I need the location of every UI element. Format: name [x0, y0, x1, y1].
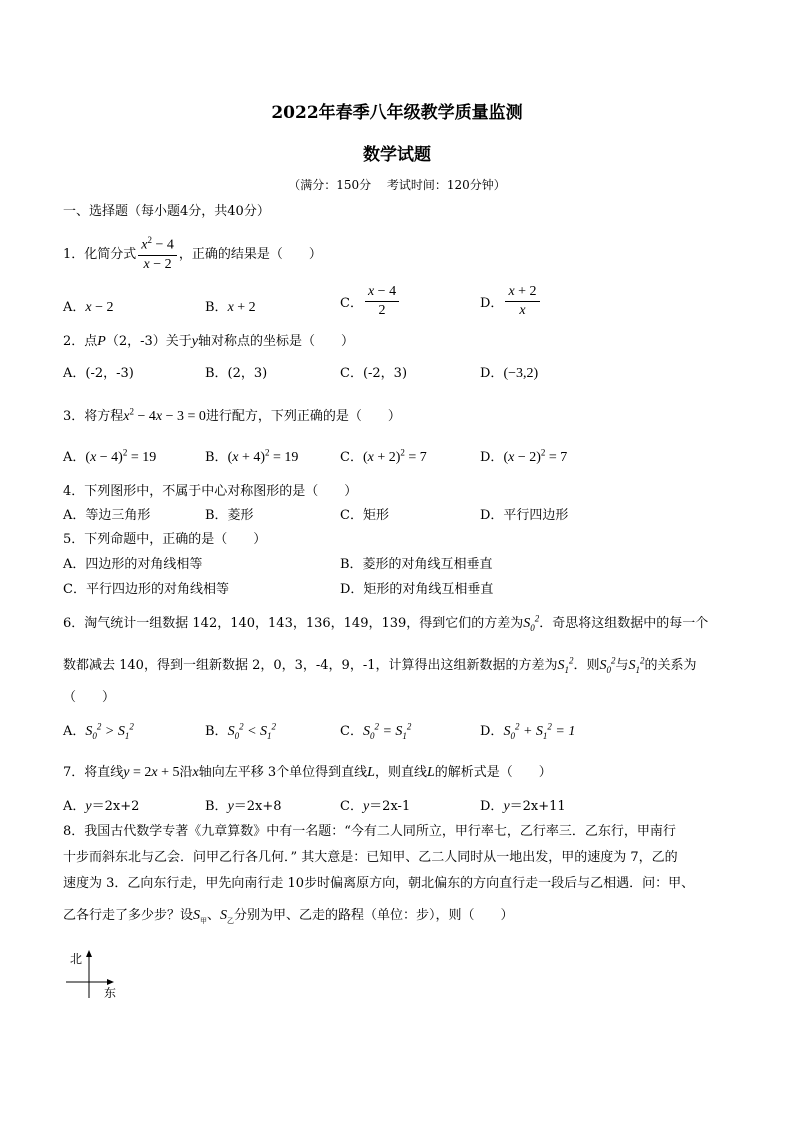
q6-b-label: B． — [205, 724, 228, 739]
q1-d-label: D． — [480, 296, 504, 311]
q4-option-a: A．等边三角形 — [63, 508, 151, 523]
q6-c-label: C． — [340, 724, 363, 739]
q4-option-b: B．菱形 — [205, 508, 254, 523]
q2-stem-a: 2．点 — [63, 334, 98, 349]
q5-option-a: A．四边形的对角线相等 — [63, 557, 203, 572]
q7-line-equation: y = 2x + 5 — [123, 765, 180, 780]
q7-b-value: ＝2x+8 — [233, 799, 282, 814]
q6-s1-squared-ref: $S_1^2$ — [628, 655, 645, 675]
q3-a-expr: $(x - 4)^2 = 19$ — [85, 447, 157, 465]
q7-a-value: ＝2x+2 — [91, 799, 140, 814]
q5-option-d: D．矩形的对角线互相垂直 — [340, 582, 494, 597]
q3-equation: $x^2 - 4x - 3 = 0$ — [123, 406, 206, 424]
q7-a-y: y — [85, 799, 92, 814]
q6-line1-b: ．奇思将这组数据中的每一个 — [539, 616, 709, 631]
q7-stem-e: 的解析式是（ ） — [434, 765, 552, 780]
q5-option-c: C．平行四边形的对角线相等 — [63, 582, 229, 597]
q7-stem-b: 沿 — [179, 765, 193, 780]
q7-option-b — [205, 795, 282, 815]
q6-d-expr: $S_0^2 + S_1^2 = 1$ — [503, 721, 576, 741]
exam-info — [0, 176, 794, 193]
q7-x-var: x — [192, 765, 199, 780]
q2-option-a: A．(-2，-3) — [63, 366, 134, 381]
q2-d-expr: (−3,2) — [503, 366, 539, 381]
q8-line4-c: 分别为甲、乙走的路程（单位：步），则（ ） — [234, 908, 514, 923]
q1-option-a — [63, 296, 114, 316]
q3-stem-b: 进行配方，下列正确的是（ ） — [205, 409, 401, 424]
q1-b-label: B． — [205, 300, 228, 315]
q7-d-value: ＝2x+11 — [509, 799, 566, 814]
question-8-line-3: 速度为 3．乙向东行走，甲先向南行走 10步时偏离原方向，朝北偏东的方向直行走一段后与乙相遇．问：甲、 — [63, 876, 695, 891]
q2-option-b: B．(2，3) — [205, 366, 268, 381]
question-1 — [63, 232, 322, 273]
question-8-line-2: 十步而斜东北与乙会．问甲乙行各几何．” 其大意是：已知甲、乙二人同时从一地出发，甲的速度为 7，乙的 — [63, 850, 678, 865]
q6-s0-squared-ref: $S_0^2$ — [599, 655, 616, 675]
exam-subtitle — [0, 140, 794, 165]
q1-a-expr: x − 2 — [85, 300, 114, 315]
q3-option-b — [205, 446, 298, 466]
exam-subtitle-text: 数学试题 — [363, 145, 431, 165]
q1-suffix: ，正确的结果是（ ） — [178, 246, 322, 262]
q3-option-d — [480, 446, 567, 466]
q3-stem-a: 3．将方程 — [63, 409, 124, 424]
q6-option-b — [205, 720, 276, 741]
section-heading: 一、选择题（每小题4分，共40分） — [63, 204, 270, 219]
q6-a-expr: $S_0^2 > S_1^2$ — [85, 721, 134, 741]
q7-option-d — [480, 795, 566, 815]
question-8-line-1: 8．我国古代数学专著《九章算数》中有一名题：“今有二人同所立，甲行率七，乙行率三．乙东行，甲南行 — [63, 824, 676, 839]
q2-d-label: D． — [480, 366, 504, 381]
q8-line4-a: 乙各行走了多少步？设 — [63, 908, 194, 923]
q3-option-a — [63, 446, 156, 466]
question-3 — [63, 405, 401, 425]
q3-b-label: B． — [205, 450, 228, 465]
q6-s0-squared: $S_0^2$ — [523, 613, 540, 633]
q6-line2-c: 与 — [615, 658, 629, 673]
q6-a-label: A． — [63, 724, 86, 739]
q6-b-expr: $S_0^2 < S_1^2$ — [227, 721, 277, 741]
question-6-line-3: （ ） — [63, 690, 116, 705]
q2-stem-b: （2，-3）关于 — [105, 334, 192, 349]
question-8-line-4 — [63, 904, 514, 926]
q6-c-expr: $S_0^2 = S_1^2$ — [362, 721, 412, 741]
exam-info-text: （满分：150分 考试时间：120分钟） — [288, 178, 506, 192]
q3-b-expr: $(x + 4)^2 = 19$ — [227, 447, 299, 465]
q2-point-p: P — [97, 334, 106, 349]
north-label: 北 — [70, 952, 83, 966]
north-arrowhead — [86, 950, 92, 957]
q7-d-y: y — [503, 799, 510, 814]
question-4: 4．下列图形中，不属于中心对称图形的是（ ） — [63, 484, 358, 499]
q6-d-label: D． — [480, 724, 504, 739]
q1-fraction: $\frac{x^2 - 4}{x - 2}$ — [138, 232, 177, 273]
east-label: 东 — [104, 986, 117, 1000]
q7-option-c — [340, 795, 410, 815]
q2-option-c: C．(-2，3) — [340, 366, 408, 381]
q7-option-a — [63, 795, 139, 815]
q7-a-label: A． — [63, 799, 86, 814]
q1-option-b — [205, 296, 256, 316]
q2-y-var: y — [191, 334, 198, 349]
q7-stem-d: ，则直线 — [374, 765, 427, 780]
q7-d-label: D． — [480, 799, 504, 814]
q3-c-label: C． — [340, 450, 363, 465]
q6-option-c — [340, 720, 411, 741]
q7-c-label: C． — [340, 799, 363, 814]
q3-d-label: D． — [480, 450, 504, 465]
question-5: 5．下列命题中，正确的是（ ） — [63, 532, 267, 547]
q1-d-fraction: $\frac{x + 2}{x}$ — [505, 284, 539, 319]
q7-line-l: L — [367, 765, 375, 780]
question-6-line-1 — [63, 612, 708, 633]
q7-c-value: ＝2x-1 — [369, 799, 411, 814]
q7-b-label: B． — [205, 799, 228, 814]
question-7 — [63, 761, 552, 781]
q3-d-expr: $(x - 2)^2 = 7$ — [503, 447, 568, 465]
q8-s-jia: $S_甲$ — [193, 908, 208, 925]
q6-line2-a: 数都减去 140，得到一组新数据 2，0，3，-4，9，-1，计算得出这组新数据的方差为 — [63, 658, 558, 673]
q5-option-b: B．菱形的对角线互相垂直 — [340, 557, 493, 572]
q1-b-expr: x + 2 — [227, 300, 256, 315]
q6-line2-b: ．则 — [573, 658, 600, 673]
q8-sub-yi: 乙 — [227, 916, 235, 925]
q1-prefix: 1．化简分式 — [63, 246, 137, 262]
q1-option-d — [480, 284, 542, 319]
q6-line1-a: 6．淘气统计一组数据 142，140，143，136，149，139，得到它们的方差为 — [63, 616, 524, 631]
q1-c-label: C． — [340, 296, 363, 311]
q1-c-fraction: $\frac{x - 4}{2}$ — [365, 284, 399, 319]
q7-stem-a: 7．将直线 — [63, 765, 124, 780]
q6-option-d — [480, 720, 575, 741]
q7-line-l-ref: L — [426, 765, 435, 780]
q7-stem-c: 轴向左平移 3个单位得到直线 — [198, 765, 368, 780]
question-6-line-2 — [63, 654, 697, 675]
q6-line2-d: 的关系为 — [644, 658, 697, 673]
q2-option-d — [480, 362, 538, 382]
q7-c-y: y — [362, 799, 370, 814]
q6-s1-squared: $S_1^2$ — [557, 655, 574, 675]
q3-a-label: A． — [63, 450, 86, 465]
q7-b-y: y — [227, 799, 234, 814]
question-2 — [63, 330, 354, 350]
exam-title — [0, 98, 794, 123]
q8-s-yi: $S_乙$ — [220, 908, 235, 925]
q6-option-a — [63, 720, 134, 741]
q8-line4-b: 、 — [207, 908, 221, 923]
q4-option-d: D．平行四边形 — [480, 508, 569, 523]
q2-stem-c: 轴对称点的坐标是（ ） — [198, 334, 355, 349]
q3-option-c — [340, 446, 427, 466]
q4-option-c: C．矩形 — [340, 508, 389, 523]
q8-sub-jia: 甲 — [200, 916, 208, 925]
q1-option-c — [340, 284, 401, 319]
q3-c-expr: $(x + 2)^2 = 7$ — [362, 447, 427, 465]
compass-diagram — [66, 948, 126, 1000]
q1-a-label: A． — [63, 300, 86, 315]
exam-title-text: 2022年春季八年级教学质量监测 — [271, 103, 523, 123]
